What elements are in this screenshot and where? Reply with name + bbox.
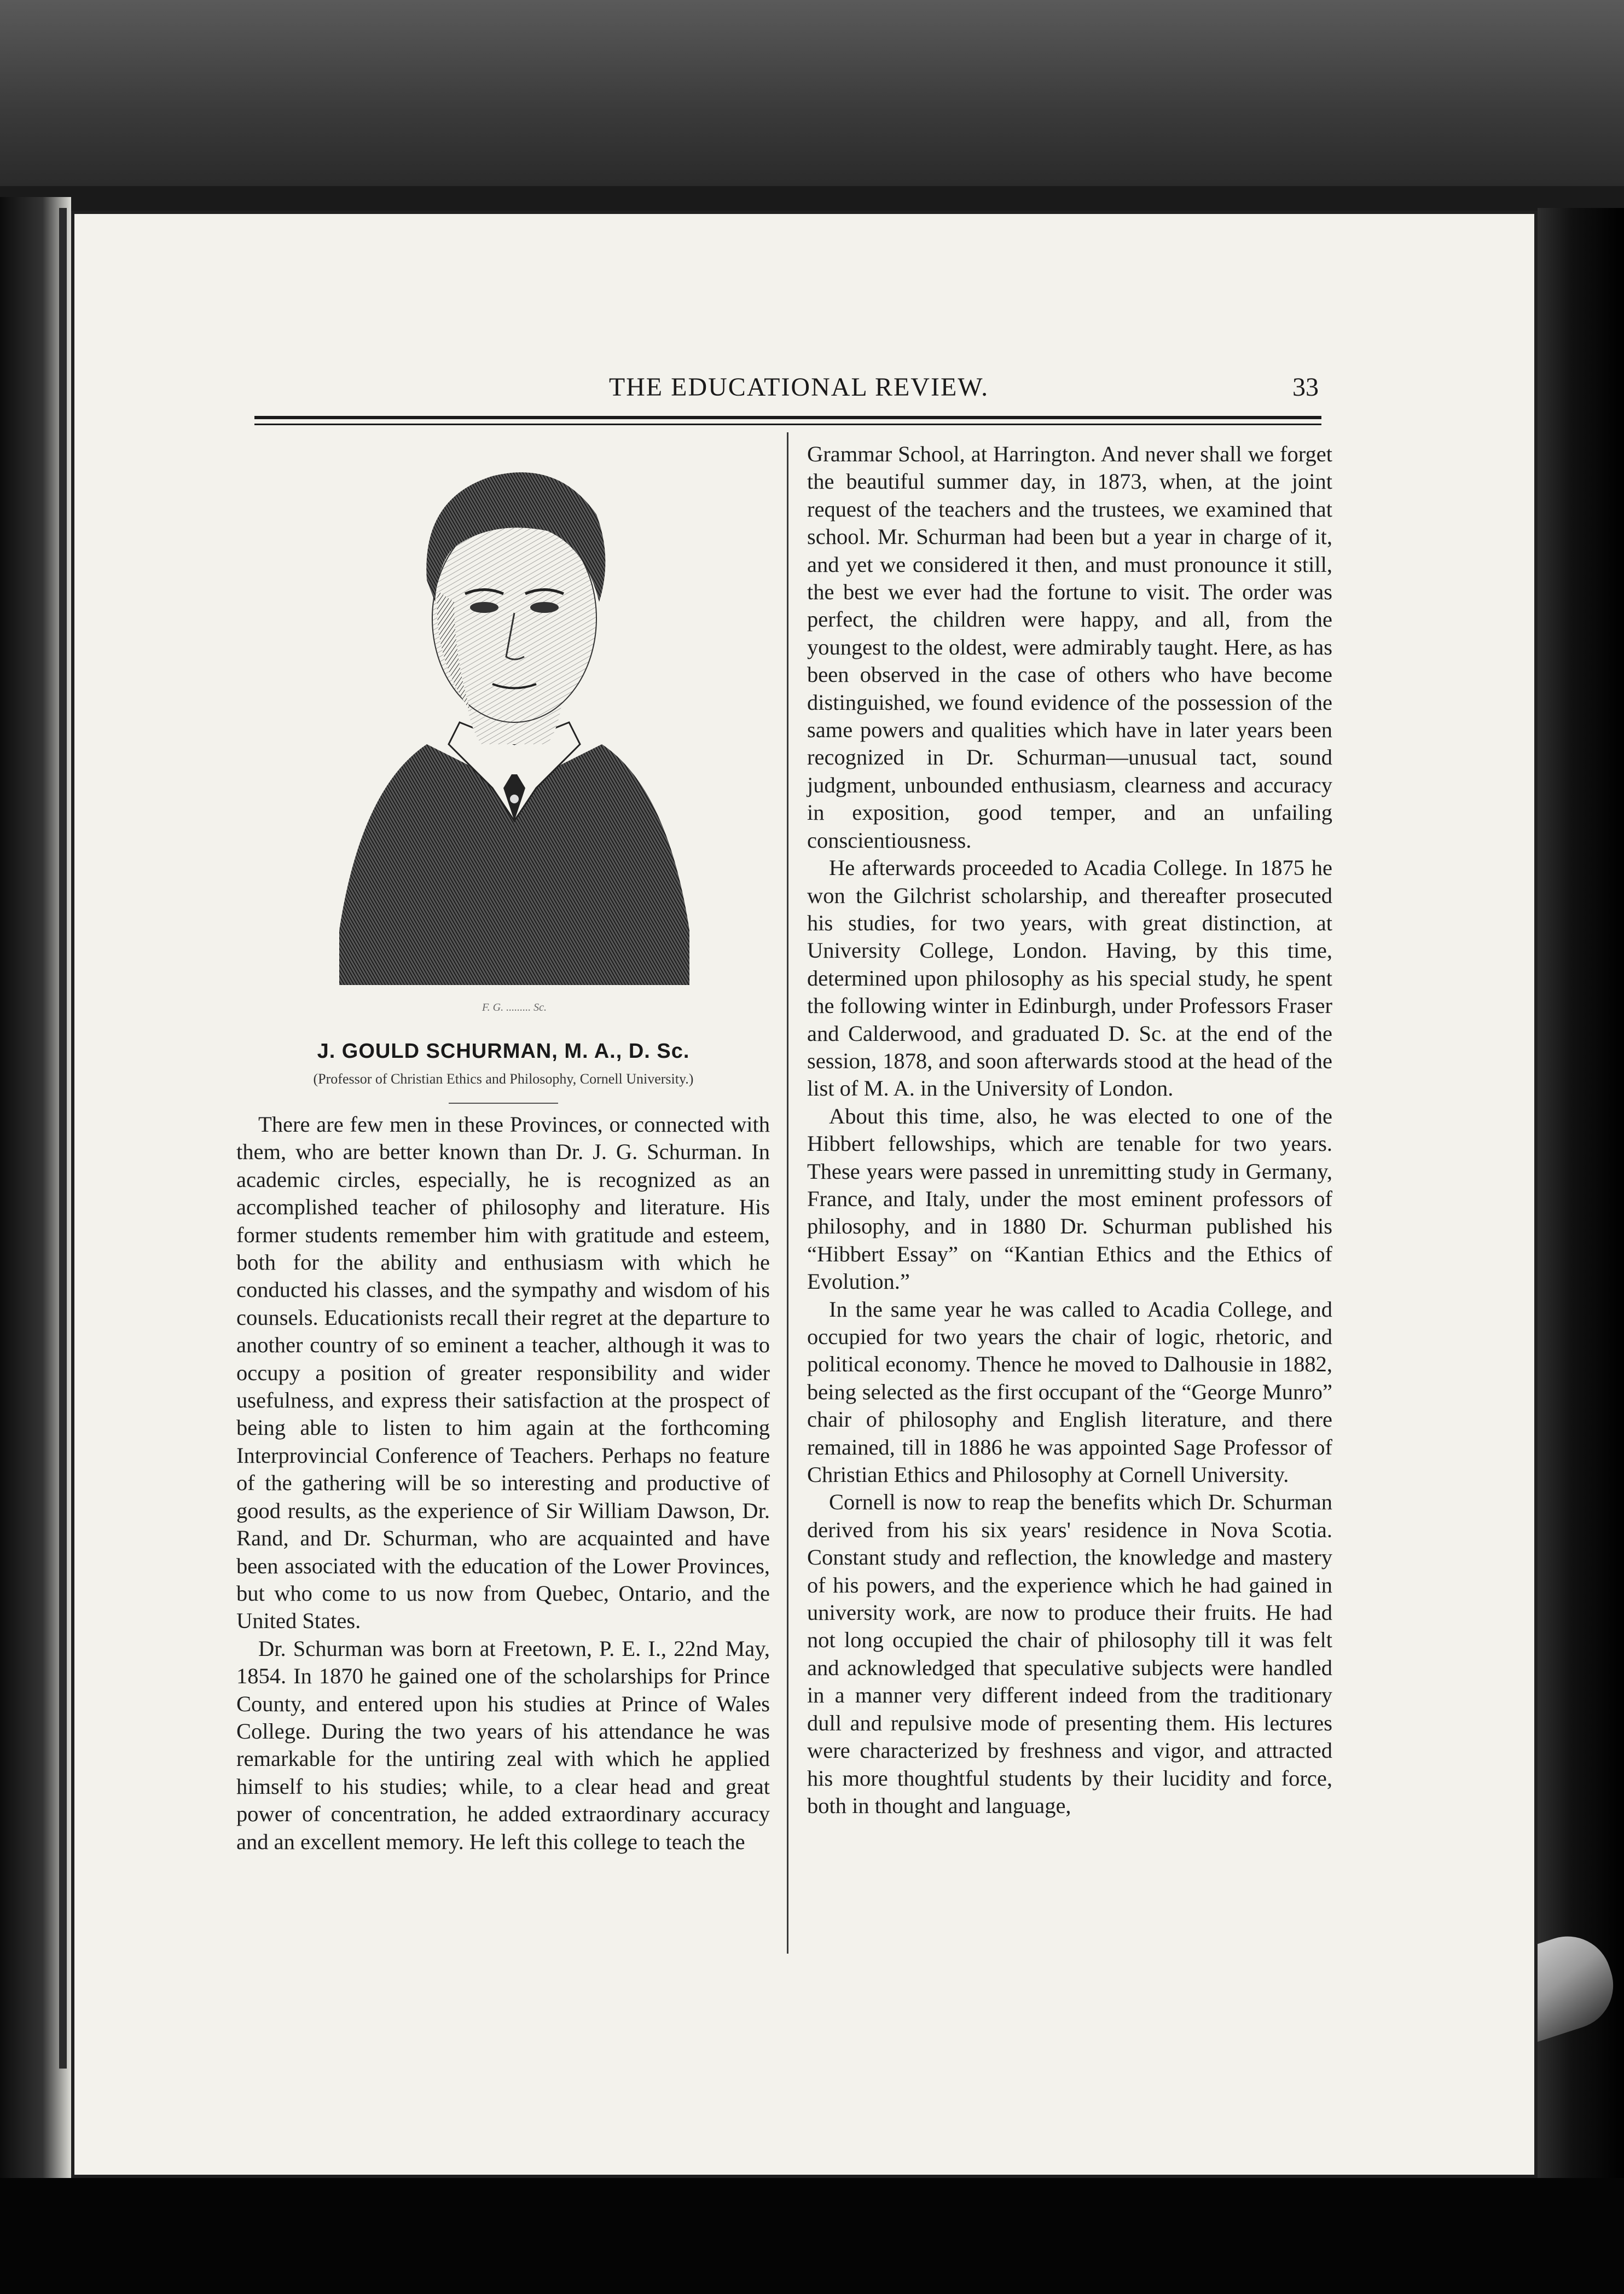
running-title: THE EDUCATIONAL REVIEW.	[608, 373, 989, 402]
scan-background-top	[0, 0, 1624, 186]
engraver-signature: F. G. ......... Sc.	[482, 1001, 547, 1013]
header-rule	[254, 416, 1321, 419]
right-column	[807, 441, 1332, 1820]
portrait-caption-name: J. GOULD SCHURMAN, M. A., D. Sc.	[317, 1040, 690, 1063]
page-number: 33	[1292, 373, 1319, 402]
paragraph: He afterwards proceeded to Acadia College. In 1875 he won the Gilchrist scholarship, and thereafter prosecuted his studies, for two years, with great distinction, at University College, London. Having, by this time, determined upon philosophy as his special study, he spent the following winter in Edinburgh, under Professors Fraser and Calderwood, and graduated D. Sc. at the end of the session, 1878, and soon afterwards stood at the head of the list of M. A. in the University of London.	[807, 855, 1332, 1101]
book-spine	[59, 208, 67, 2069]
paragraph: About this time, also, he was elected to one of the Hibbert fellowships, which are tenable for two years. These years were passed in unremitting study in Germany, France, and Italy, under the most eminent professors of philosophy, and in 1880 Dr. Schurman published his “Hibbert Essay” on “Kantian Ethics and the Ethics of Evolution.”	[807, 1103, 1332, 1294]
portrait-caption-title: (Professor of Christian Ethics and Philosophy, Cornell University.)	[313, 1071, 694, 1087]
paragraph: Dr. Schurman was born at Freetown, P. E. I., 22nd May, 1854. In 1870 he gained one of the scholarships for Prince County, and entered upon his studies at Prince of Wales College. During the two years of his attendance he was remarkable for the untiring zeal with which he applied himself to his studies; while, to a clear head and great power of concentration, he added extraordinary accuracy and an excellent memory. He left this college to teach the	[236, 1636, 770, 1854]
portrait-engraving	[328, 438, 700, 1023]
scan-background-bottom	[0, 2178, 1624, 2294]
paragraph: Grammar School, at Harrington. And never shall we forget the beautiful summer day, in 1873, when, at the joint request of the teachers and the trustees, we examined that school. Mr. Schurman had been but a year in charge of it, and yet we considered it then, and must pronounce it still, the best we ever had the fortune to visit. The order was perfect, the children were happy, and all, from the youngest to the oldest, were admirably taught. Here, as has been observed in the case of others who have become distinguished, we found evidence of the possession of the same powers and qualities which have in later years been recognized in Dr. Schurman—unusual tact, sound judgment, unbounded enthusiasm, clearness and accuracy in exposition, good temper, and an unfailing conscientiousness.	[807, 442, 1332, 853]
paragraph: There are few men in these Provinces, or connected with them, who are better known than Dr. J. G. Schurman. In academic circles, especially, he is recognized as an accomplished teacher of philosophy and literature. His former students remember him with gratitude and esteem, both for the ability and enthusiasm with which he conducted his classes, and the sympathy and wisdom of his counsels. Educationists recall their regret at the departure to another country of so eminent a teacher, although it was to occupy a position of greater responsibility and wider usefulness, and express their satisfaction at the prospect of being able to listen to him again at the forthcoming Interprovincial Conference of Teachers. Perhaps no feature of the gathering will be so interesting and productive of good results, as the experience of Sir William Dawson, Dr. Rand, and Dr. Schurman, who are acquainted and have been associated with the education of the Lower Provinces, but who come to us now from Quebec, Ontario, and the United States.	[236, 1112, 770, 1633]
caption-divider	[449, 1103, 558, 1104]
column-divider	[787, 432, 788, 1954]
paragraph: In the same year he was called to Acadia College, and occupied for two years the chair of logic, rhetoric, and political economy. Thence he moved to Dalhousie in 1882, being selected as the first occupant of the “George Munro” chair of philosophy and English literature, and there remained, till in 1886 he was appointed Sage Professor of Christian Ethics and Philosophy at Cornell University.	[807, 1296, 1332, 1487]
header-rule-thin	[254, 424, 1321, 425]
left-column	[236, 1111, 770, 1856]
paragraph: Cornell is now to reap the benefits which Dr. Schurman derived from his six years' residence in Nova Scotia. Constant study and reflection, the knowledge and mastery of his powers, and the experience which he had gained in university work, are now to produce their fruits. He had not long occupied the chair of philosophy till it was felt and acknowledged that speculative subjects were handled in a manner very different indeed from the traditionary dull and repulsive mode of presenting them. His lectures were characterized by freshness and vigor, and attracted his more thoughtful students by their lucidity and force, both in thought and language,	[807, 1490, 1332, 1818]
